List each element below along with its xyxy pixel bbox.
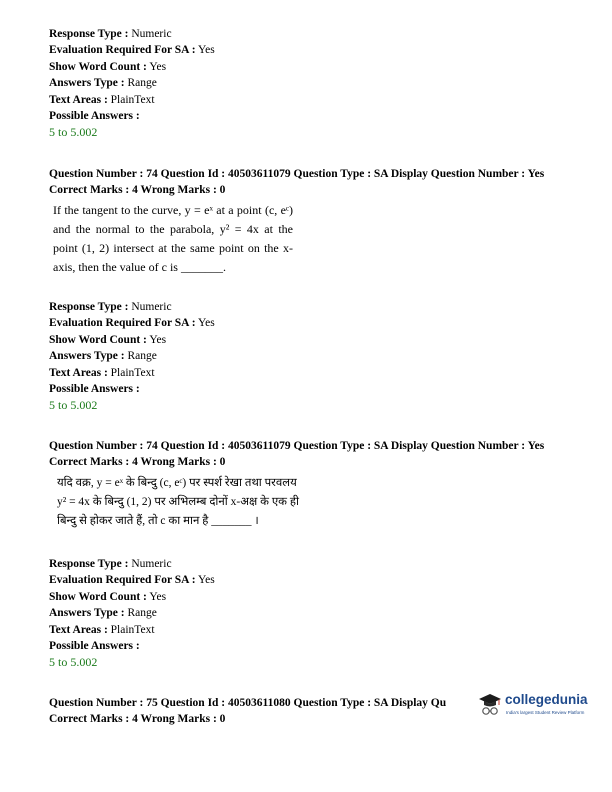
meta-block-1 — [49, 26, 215, 141]
meta-row: Show Word Count : Yes — [49, 60, 167, 73]
possible-answer: 5 to 5.002 — [49, 655, 98, 670]
question-header-line-2: Correct Marks : 4 Wrong Marks : 0 — [49, 456, 226, 469]
question-header-line-1: Question Number : 74 Question Id : 40503611079 Question Type : SA Display Question Number : Yes — [49, 168, 545, 180]
meta-row: Text Areas : PlainText — [49, 623, 155, 636]
brand-name: collegedunia — [505, 692, 588, 707]
question-header — [49, 438, 544, 471]
brand-tagline: India's largest Student Review Platform — [506, 710, 585, 715]
graduation-cap-icon — [478, 692, 502, 718]
question-header — [49, 166, 544, 199]
question-header — [49, 695, 446, 728]
question-header-line-2: Correct Marks : 4 Wrong Marks : 0 — [49, 713, 226, 726]
question-text-hi: यदि वक्र, y = eˣ के बिन्दु (c, eᶜ) पर स्पर्श रेखा तथा परवलय y² = 4x के बिन्दु (1, 2) पर अभिलम्ब दोनों x-अक्ष के एक ही बिन्दु से होकर जाते हैं, तो c का मान है _______ । — [57, 477, 299, 527]
meta-row: Evaluation Required For SA : Yes — [49, 44, 215, 57]
meta-row: Evaluation Required For SA : Yes — [49, 317, 215, 330]
meta-row: Response Type : Numeric — [49, 301, 172, 313]
possible-answer: 5 to 5.002 — [49, 398, 98, 413]
meta-row: Answers Type : Range — [49, 77, 157, 90]
meta-row: Text Areas : PlainText — [49, 366, 155, 379]
question-header-line-1: Question Number : 74 Question Id : 40503611079 Question Type : SA Display Question Number : Yes — [49, 440, 545, 452]
meta-row: Answers Type : Range — [49, 350, 157, 363]
possible-answer: 5 to 5.002 — [49, 125, 98, 140]
meta-row: Possible Answers : — [49, 110, 140, 123]
question-header-line-2: Correct Marks : 4 Wrong Marks : 0 — [49, 184, 226, 197]
meta-row: Response Type : Numeric — [49, 28, 172, 40]
meta-row: Show Word Count : Yes — [49, 590, 167, 603]
meta-row: Show Word Count : Yes — [49, 333, 167, 346]
meta-row: Answers Type : Range — [49, 607, 157, 620]
question-header-line-1: Question Number : 75 Question Id : 40503611080 Question Type : SA Display Qu — [49, 697, 447, 709]
meta-block-2 — [49, 299, 215, 414]
meta-block-3 — [49, 556, 215, 671]
collegedunia-logo — [474, 690, 592, 724]
question-text-en: If the tangent to the curve, y = eˣ at a point (c, eᶜ) and the normal to the parabola, y² = 4x at the point (1, 2) intersect at the same point on the x-axis, then the value of c is _______. — [53, 203, 293, 274]
meta-row: Text Areas : PlainText — [49, 93, 155, 106]
meta-row: Possible Answers : — [49, 640, 140, 653]
meta-row: Response Type : Numeric — [49, 558, 172, 570]
meta-row: Possible Answers : — [49, 383, 140, 396]
meta-row: Evaluation Required For SA : Yes — [49, 574, 215, 587]
